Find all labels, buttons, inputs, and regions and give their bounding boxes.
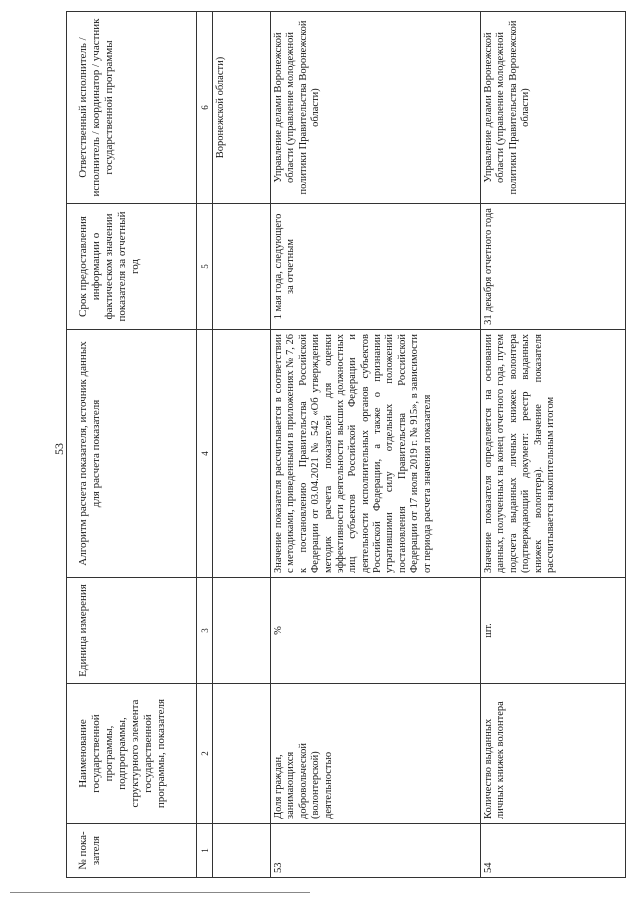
carryover-row: [213, 12, 271, 878]
indicator-responsible: Управление делами Воронежской области (управление молодежной политики Правительства Воронежской области): [271, 12, 481, 204]
column-numbers-row: [197, 12, 213, 878]
indicators-table: [66, 11, 626, 878]
indicator-deadline: 31 декабря отчетного года: [481, 204, 626, 330]
rotated-table-container: [66, 12, 626, 878]
table-cell: [213, 204, 271, 330]
table-cell: [213, 330, 271, 578]
column-number: 2: [197, 684, 213, 824]
indicator-name: Количество выданных личных книжек волонтера: [481, 684, 626, 824]
indicator-number: 54: [481, 824, 626, 878]
header-unit: Единица измерения: [67, 578, 197, 684]
page-bottom-divider: [10, 892, 310, 893]
column-number: 6: [197, 12, 213, 204]
column-number: 3: [197, 578, 213, 684]
header-deadline: Срок предоставления информации о фактическом значении показателя за отчетный год: [67, 204, 197, 330]
column-number: 5: [197, 204, 213, 330]
header-responsible: Ответственный исполнитель / исполнитель / координатор / участник государственной программы: [67, 12, 197, 204]
table-cell: [213, 684, 271, 824]
table-row: [481, 12, 626, 878]
table-header-row: [67, 12, 197, 878]
table-row: [271, 12, 481, 878]
indicator-number: 53: [271, 824, 481, 878]
indicator-unit: шт.: [481, 578, 626, 684]
indicator-algorithm: Значение показателя рассчитывается в соответствии с методиками, приведенными в приложениях № 7, 26 к постановлению Правительства Российской Федерации от 03.04.2021 № 542 «Об утверждении методик расчета показателей для оценки эффективности деятельности высших должностных лиц субъектов Российской Федерации и деятельности исполнительных органов субъектов Российской Федерации, а также о признании утратившими силу отдельных положений постановления Правительства Российской Федерации от 17 июля 2019 г. № 915», в зависимости от периода расчета значения показателя: [271, 330, 481, 578]
table-cell: [213, 824, 271, 878]
column-number: 4: [197, 330, 213, 578]
header-name: Наименование государственной программы, подпрограммы, структурного элемента государственной программы, показателя: [67, 684, 197, 824]
indicator-responsible: Управление делами Воронежской области (управление молодежной политики Правительства Воронежской области): [481, 12, 626, 204]
indicator-algorithm: Значение показателя определяется на основании данных, полученных на конец отчетного года, путем подсчета выданных личных книжек волонтера (подтверждающий документ: реестр выданных книжек волонтера). Значение показателя рассчитывается накопительным итогом: [481, 330, 626, 578]
page-number: 53: [52, 443, 66, 455]
indicator-name: Доля граждан, занимающихся добровольческой (волонтерской) деятельностью: [271, 684, 481, 824]
indicator-deadline: 1 мая года, следующего за отчетным: [271, 204, 481, 330]
carryover-responsible: Воронежской области): [213, 12, 271, 204]
indicator-unit: %: [271, 578, 481, 684]
column-number: 1: [197, 824, 213, 878]
header-algorithm: Алгоритм расчета показателя, источник данных для расчета показателя: [67, 330, 197, 578]
header-num: № пока-зателя: [67, 824, 197, 878]
table-cell: [213, 578, 271, 684]
